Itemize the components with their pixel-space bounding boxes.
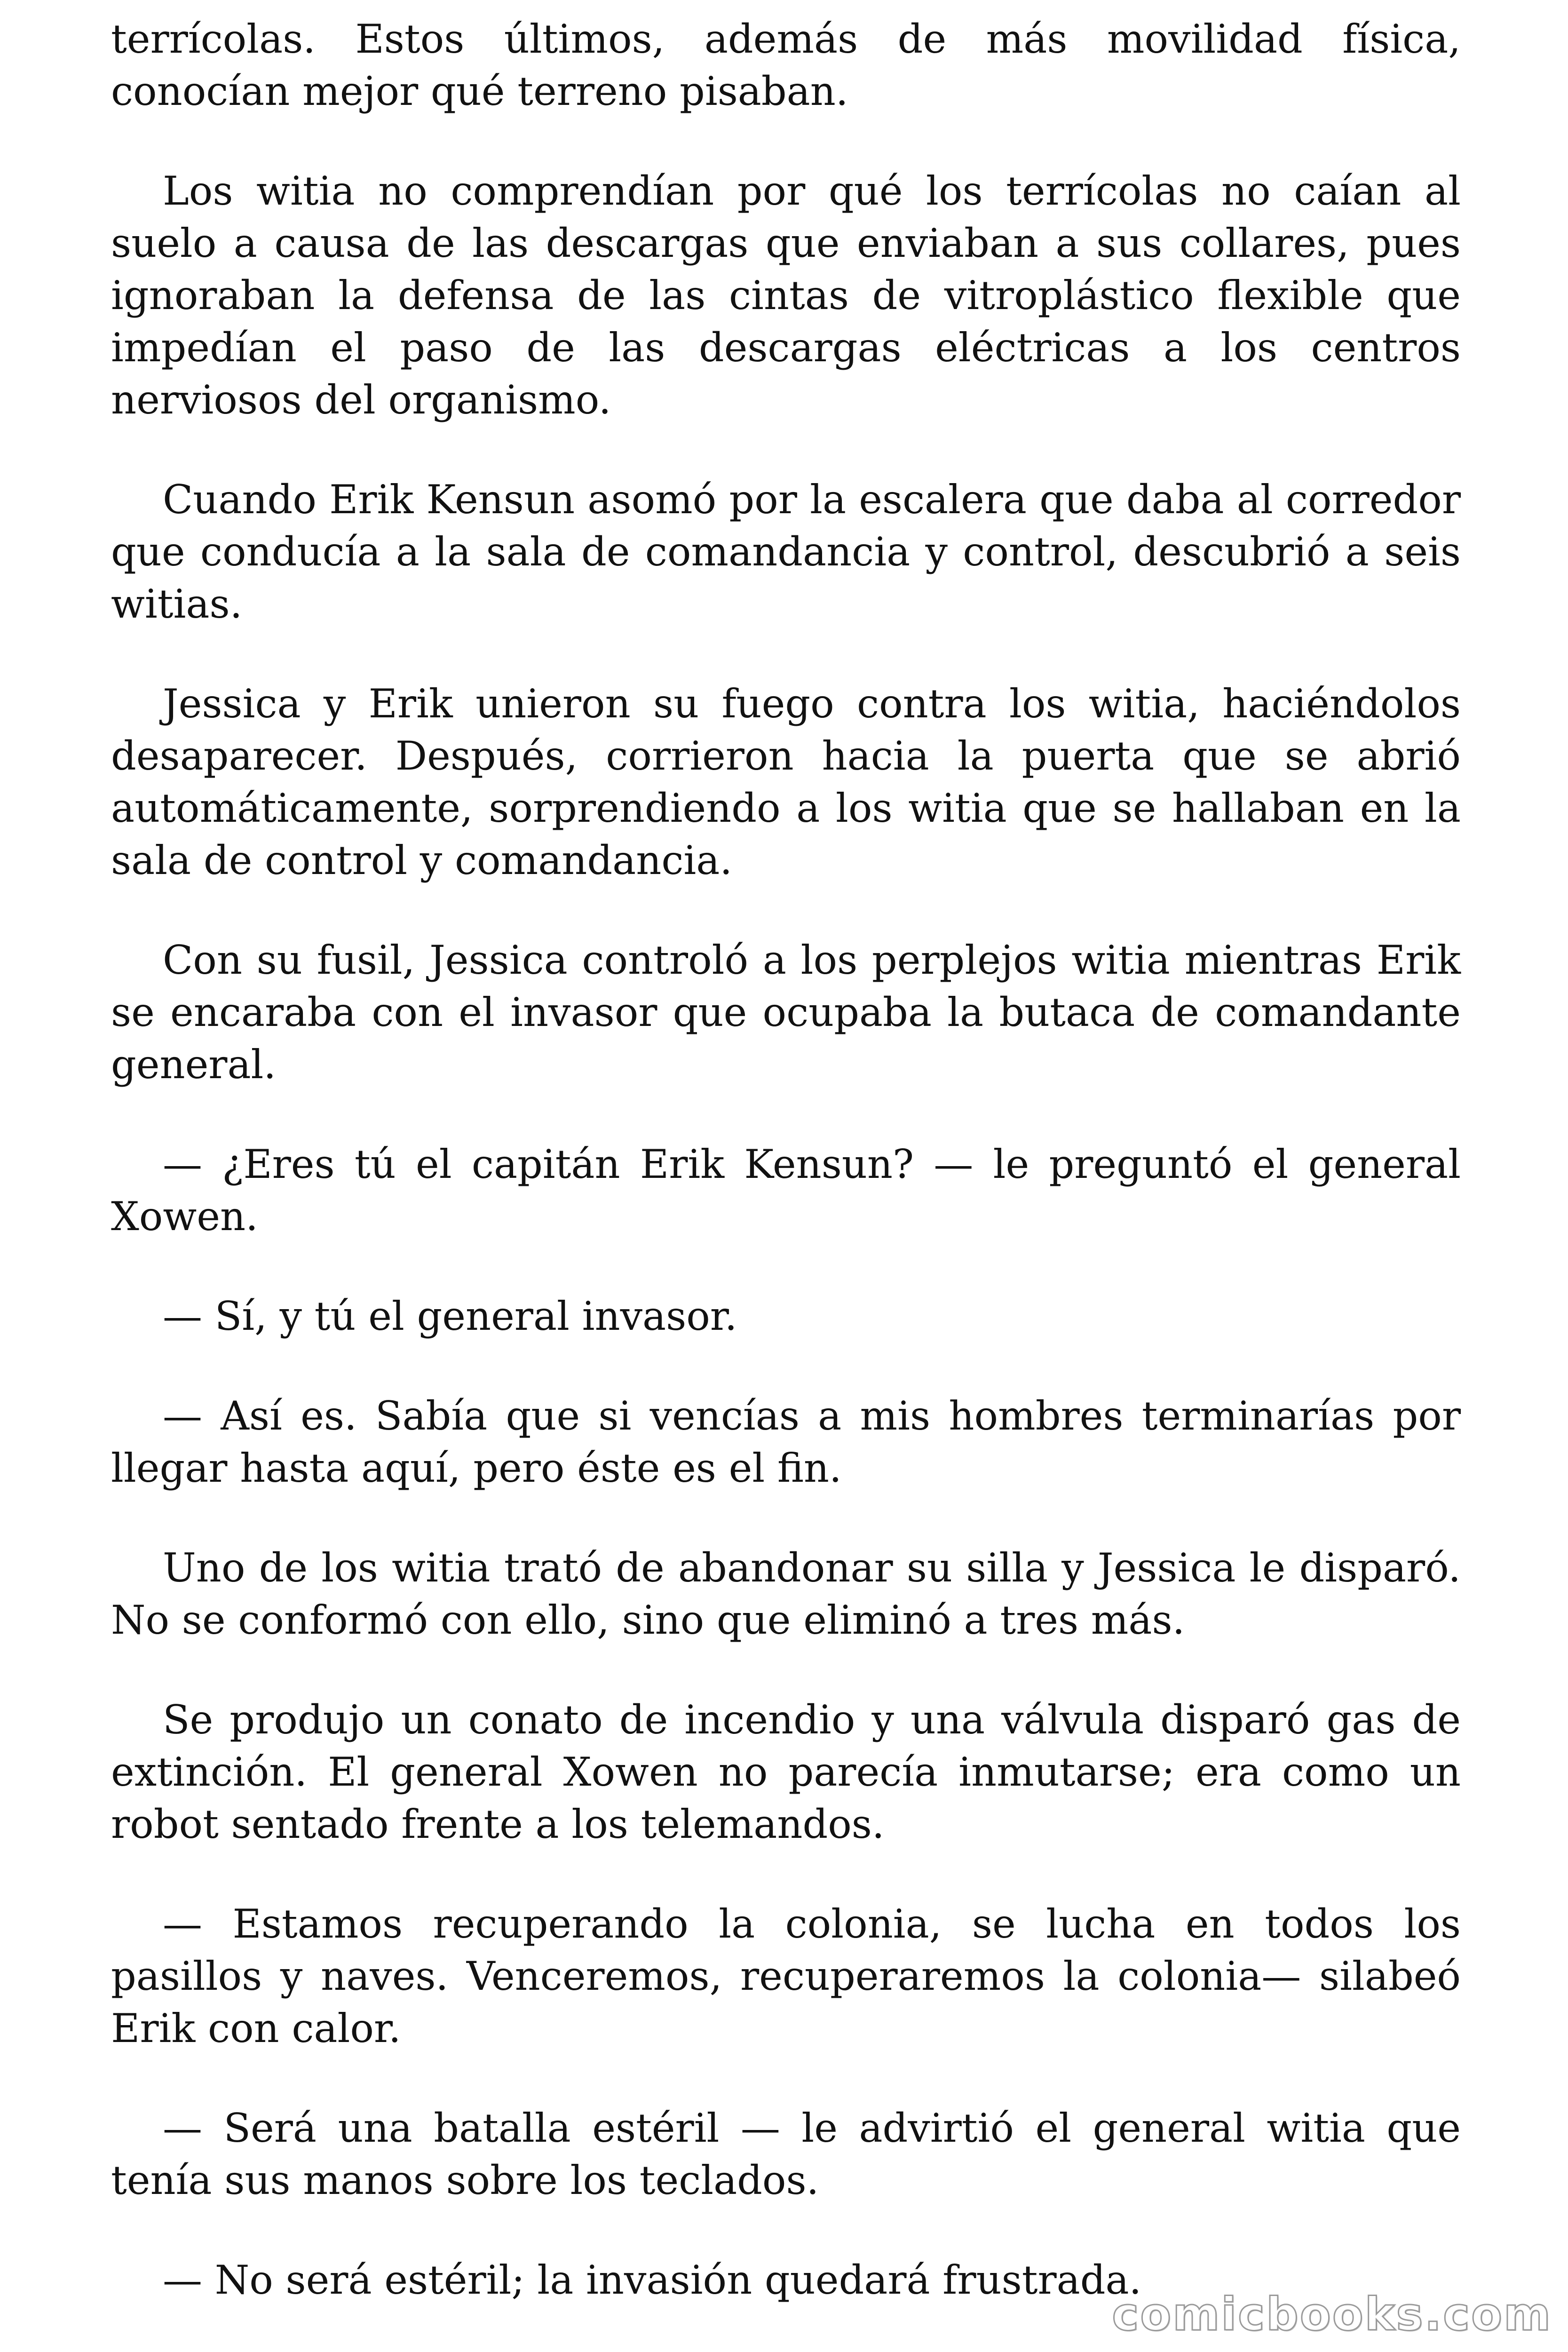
dialogue-line-1: — ¿Eres tú el capitán Erik Kensun? — le preguntó el general Xowen. <box>111 1141 1461 1240</box>
dialogue-line-3: — Así es. Sabía que si vencías a mis hombres terminarías por llegar hasta aquí, pero éste es el fin. <box>111 1393 1461 1491</box>
page-text <box>111 13 1461 2352</box>
dialogue-line-4: — Estamos recuperando la colonia, se lucha en todos los pasillos y naves. Venceremos, recuperaremos la colonia— silabeó Erik con calor. <box>111 1901 1461 2051</box>
paragraph-4: Jessica y Erik unieron su fuego contra los witia, haciéndolos desaparecer. Después, corrieron hacia la puerta que se abrió automáticamente, sorprendiendo a los witia que se hallaban en la sala de control y comandancia. <box>111 681 1461 883</box>
paragraph-5: Con su fusil, Jessica controló a los perplejos witia mientras Erik se encaraba con el invasor que ocupaba la butaca de comandante general. <box>111 937 1461 1088</box>
paragraph-1: terrícolas. Estos últimos, además de más movilidad física, conocían mejor qué terreno pisaban. <box>111 16 1461 114</box>
paragraph-6: Uno de los witia trató de abandonar su silla y Jessica le disparó. No se conformó con ello, sino que eliminó a tres más. <box>111 1545 1461 1643</box>
dialogue-line-6: — No será estéril; la invasión quedará frustrada. <box>163 2257 1142 2303</box>
paragraph-2: Los witia no comprendían por qué los terrícolas no caían al suelo a causa de las descargas que enviaban a sus collares, pues ignoraban la defensa de las cintas de vitroplástico flexible que impedían el paso de las descargas eléctricas a los centros nerviosos del organismo. <box>111 168 1461 423</box>
dialogue-line-5: — Será una batalla estéril — le advirtió el general witia que tenía sus manos sobre los teclados. <box>111 2105 1461 2203</box>
paragraph-3: Cuando Erik Kensun asomó por la escalera que daba al corredor que conducía a la sala de comandancia y control, descubrió a seis witias. <box>111 477 1461 627</box>
site-watermark: comicbooks.com <box>1112 2288 1552 2341</box>
dialogue-line-2: — Sí, y tú el general invasor. <box>163 1293 737 1339</box>
paragraph-7: Se produjo un conato de incendio y una válvula disparó gas de extinción. El general Xowen no parecía inmutarse; era como un robot sentado frente a los telemandos. <box>111 1697 1461 1847</box>
